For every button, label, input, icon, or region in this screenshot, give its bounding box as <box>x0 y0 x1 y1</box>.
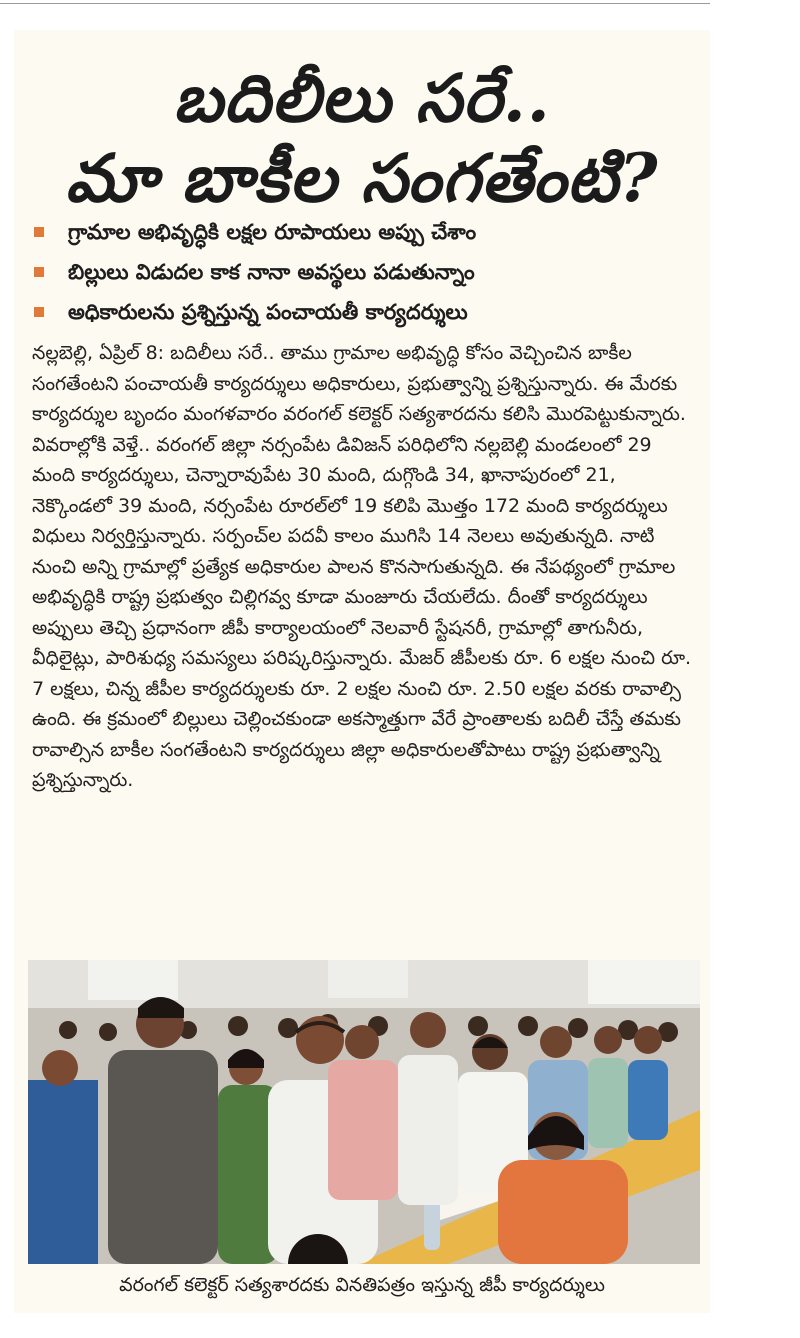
headline-line-1: బదిలీలు సరే.. <box>173 59 551 137</box>
headline-line-2: మా బాకీల సంగతేంటి? <box>65 139 659 217</box>
highlight-item <box>28 292 700 332</box>
article-body <box>32 338 696 796</box>
highlight-text: గ్రామాల అభివృద్ధికి లక్షల రూపాయలు అప్పు చేశాం <box>68 220 477 244</box>
newspaper-clipping <box>14 30 710 1313</box>
page-top-rule <box>0 3 710 4</box>
highlight-list <box>28 212 700 332</box>
highlight-item <box>28 212 700 252</box>
highlight-item <box>28 252 700 292</box>
bullet-square-icon <box>34 307 44 317</box>
highlight-text: అధికారులను ప్రశ్నిస్తున్న పంచాయతీ కార్యదర్శులు <box>68 300 468 324</box>
photo-illustration <box>28 960 700 1264</box>
bullet-square-icon <box>34 227 44 237</box>
highlight-text: బిల్లులు విడుదల కాక నానా అవస్థలు పడుతున్నాం <box>68 260 475 284</box>
article-paragraph: నల్లబెల్లి, ఏప్రిల్ 8: బదిలీలు సరే.. తాము గ్రామాల అభివృద్ధి కోసం వెచ్చించిన బాకీల సంగతేంటని పంచాయతీ కార్యదర్శులు అధికారులు, ప్రభుత్వాన్ని ప్రశ్నిస్తున్నారు. ఈ మేరకు కార్యదర్శుల బృందం మంగళవారం వరంగల్ కలెక్టర్ సత్యశారదను కలిసి మొరపెట్టుకున్నారు. వివరాల్లోకి వెళ్తే.. వరంగల్ జిల్లా నర్సంపేట డివిజన్ పరిధిలోని నల్లబెల్లి మండలంలో 29 మంది కార్యదర్శులు, చెన్నారావుపేట 30 మంది, దుగ్గొండి 34, ఖానాపురంలో 21, నెక్కొండలో 39 మంది, నర్సంపేట రూరల్‌లో 19 కలిపి మొత్తం 172 మంది కార్యదర్శులు విధులు నిర్వర్తిస్తున్నారు. సర్పంచ్‌ల పదవీ కాలం ముగిసి 14 నెలలు అవుతున్నది. నాటి నుంచి అన్ని గ్రామాల్లో ప్రత్యేక అధికారుల పాలన కొనసాగుతున్నది. ఈ నేపథ్యంలో గ్రామాల అభివృద్ధికి రాష్ట్ర ప్రభుత్వం చిల్లిగవ్వ కూడా మంజూరు చేయలేదు. దీంతో కార్యదర్శులు అప్పులు తెచ్చి ప్రధానంగా జీపీ కార్యాలయంలో నెలవారీ స్టేషనరీ, గ్రామాల్లో తాగునీరు, వీధిలైట్లు, పారిశుధ్య సమస్యలు పరిష్కరిస్తున్నారు. మేజర్ జీపీలకు రూ. 6 లక్షల నుంచి రూ. 7 లక్షలు, చిన్న జీపీల కార్యదర్శులకు రూ. 2 లక్షల నుంచి రూ. 2.50 లక్షల వరకు రావాల్సి ఉంది. ఈ క్రమంలో బిల్లులు చెల్లించకుండా అకస్మాత్తుగా వేరే ప్రాంతాలకు బదిలీ చేస్తే తమకు రావాల్సిన బాకీల సంగతేంటని కార్యదర్శులు జిల్లా అధికారులతోపాటు రాష్ట్ర ప్రభుత్వాన్ని ప్రశ్నిస్తున్నారు. <box>32 342 692 791</box>
photo-caption: వరంగల్ కలెక్టర్ సత్యశారదకు వినతిపత్రం ఇస్తున్న జీపీ కార్యదర్శులు <box>119 1274 605 1296</box>
news-photo <box>28 960 700 1264</box>
bullet-square-icon <box>34 267 44 277</box>
